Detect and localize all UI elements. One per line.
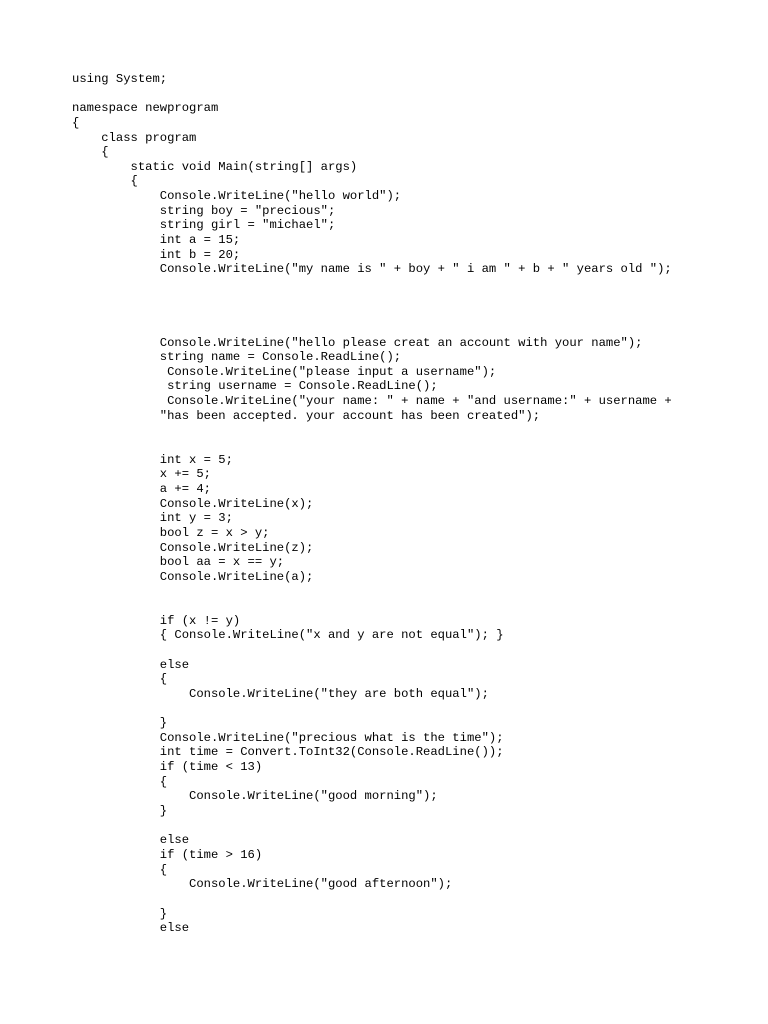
code-line: class program [72, 130, 197, 145]
code-line: } [72, 804, 168, 819]
code-line: string name = Console.ReadLine(); [72, 350, 402, 365]
code-line: Console.WriteLine("precious what is the time"); [72, 730, 504, 745]
code-line: int time = Convert.ToInt32(Console.ReadLine()); [72, 745, 504, 760]
code-line: int a = 15; [72, 233, 241, 248]
code-line: Console.WriteLine("they are both equal"); [72, 686, 489, 701]
code-line [72, 892, 672, 907]
code-line: } [72, 716, 168, 731]
code-line: if (time > 16) [72, 847, 263, 862]
code-line: { [72, 672, 168, 687]
code-line: Console.WriteLine("hello please creat an account with your name"); [72, 335, 643, 350]
code-line: Console.WriteLine("hello world"); [72, 189, 402, 204]
code-line: namespace newprogram [72, 101, 219, 116]
code-line: using System; [72, 72, 168, 86]
code-line: if (time < 13) [72, 760, 263, 775]
code-line [72, 643, 672, 658]
code-line: { [72, 862, 168, 877]
code-line [72, 702, 672, 717]
code-line [72, 292, 672, 307]
code-line: { Console.WriteLine("x and y are not equal"); } [72, 628, 504, 643]
code-line: { [72, 115, 80, 130]
code-line: Console.WriteLine(z); [72, 540, 314, 555]
code-line: { [72, 145, 109, 160]
code-line [72, 599, 672, 614]
code-line: x += 5; [72, 467, 211, 482]
code-line: bool aa = x == y; [72, 555, 285, 570]
code-line: Console.WriteLine(a); [72, 569, 314, 584]
code-line: { [72, 174, 138, 189]
code-line: static void Main(string[] args) [72, 159, 358, 174]
code-line: bool z = x > y; [72, 525, 270, 540]
code-line [72, 584, 672, 599]
code-line: int x = 5; [72, 452, 233, 467]
code-line: string username = Console.ReadLine(); [72, 379, 438, 394]
code-line: { [72, 774, 168, 789]
code-line: int b = 20; [72, 247, 241, 262]
code-line: string boy = "precious"; [72, 203, 336, 218]
code-line [72, 423, 672, 438]
code-line: Console.WriteLine(x); [72, 496, 314, 511]
code-line [72, 87, 672, 102]
code-line: "has been accepted. your account has been created"); [72, 408, 541, 423]
code-line: } [72, 906, 168, 921]
code-line: Console.WriteLine("good morning"); [72, 789, 438, 804]
code-line: string girl = "michael"; [72, 218, 336, 233]
code-line: else [72, 657, 190, 672]
code-block [72, 72, 672, 936]
code-line [72, 438, 672, 453]
code-line: else [72, 921, 190, 936]
code-line: Console.WriteLine("please input a username"); [72, 364, 497, 379]
code-line [72, 306, 672, 321]
code-line: Console.WriteLine("my name is " + boy + " i am " + b + " years old "); [72, 262, 672, 277]
code-line: Console.WriteLine("good afternoon"); [72, 877, 453, 892]
code-line: Console.WriteLine("your name: " + name + "and username:" + username + [72, 394, 672, 409]
code-line: int y = 3; [72, 511, 233, 526]
code-line [72, 277, 672, 292]
code-line: if (x != y) [72, 613, 241, 628]
code-line: else [72, 833, 190, 848]
code-line [72, 819, 672, 834]
code-line: a += 4; [72, 481, 211, 496]
code-line [72, 321, 672, 336]
